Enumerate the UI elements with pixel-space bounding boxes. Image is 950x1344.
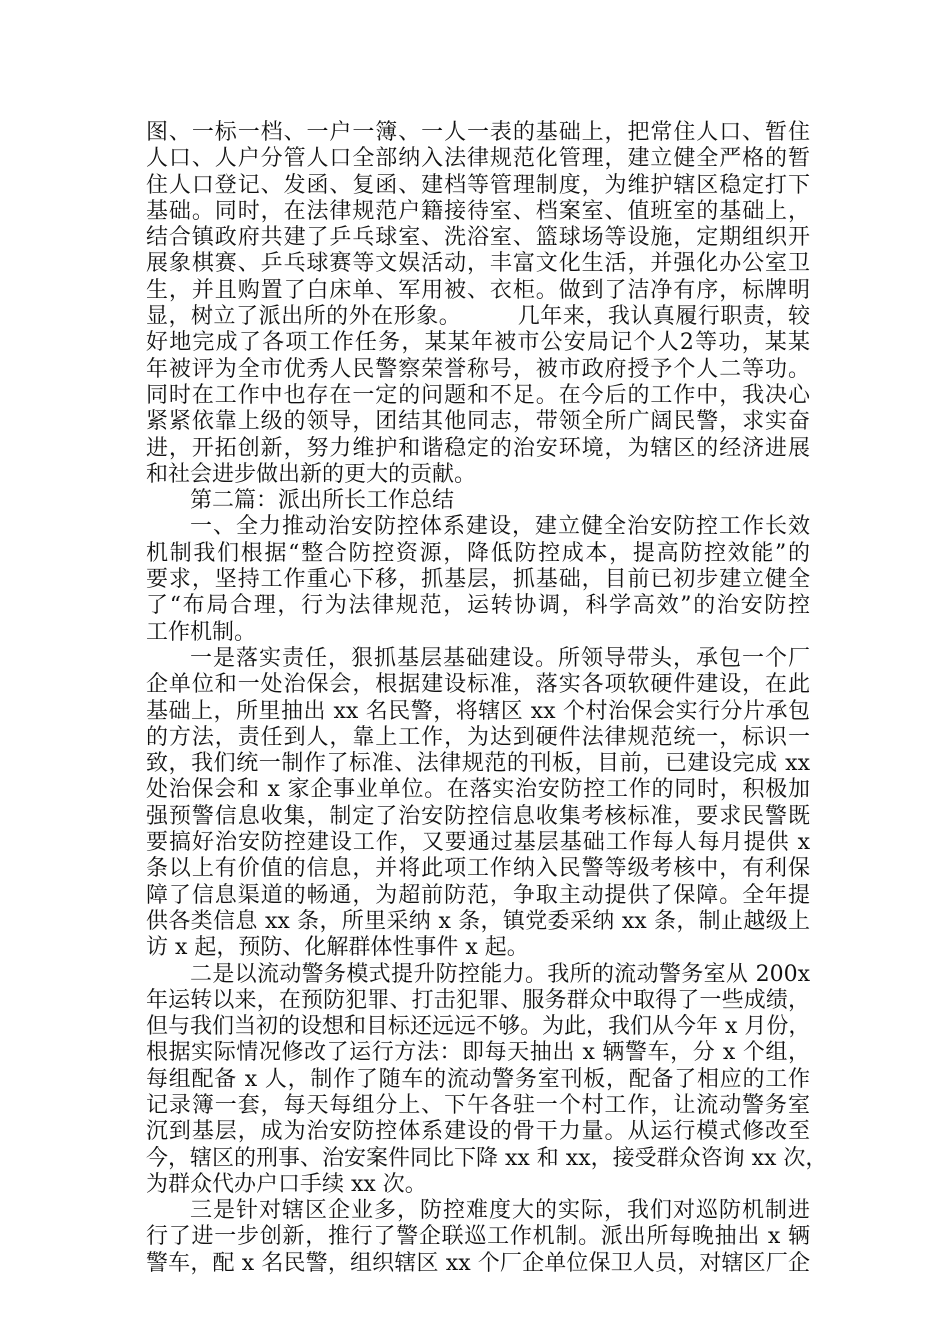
text-line: 进，开拓创新，努力维护和谐稳定的治安环境，为辖区的经济进展	[146, 435, 810, 461]
text-line: 图、一标一档、一户一簿、一人一表的基础上，把常住人口、暂住	[146, 120, 810, 145]
text-line: 供各类信息 xx 条，所里采纳 x 条，镇党委采纳 xx 条，制止越级上	[146, 908, 810, 934]
text-line: 好地完成了各项工作任务，某某年被市公安局记个人2等功，某某	[146, 330, 810, 356]
text-line: 今，辖区的刑事、治安案件同比下降 xx 和 xx，接受群众咨询 xx 次，	[146, 1145, 828, 1171]
text-line: 年运转以来，在预防犯罪、打击犯罪、服务群众中取得了一些成绩，	[146, 987, 810, 1013]
text-line: 展象棋赛、乒乓球赛等文娱活动，丰富文化生活，并强化办公室卫	[146, 251, 810, 277]
text-line: 年被评为全市优秀人民警察荣誉称号，被市政府授予个人二等功。	[146, 356, 810, 382]
text-line: 和社会进步做出新的更大的贡献。	[146, 461, 477, 487]
text-line: 机制我们根据“整合防控资源，降低防控成本，提高防控效能”的	[146, 540, 810, 566]
text-line: 了“布局合理，行为法律规范，运转协调，科学高效”的治安防控	[146, 593, 810, 619]
text-line: 沉到基层，成为治安防控体系建设的骨干力量。从运行模式修改至	[146, 1119, 810, 1145]
text-line: 一、全力推动治安防控体系建设，建立健全治安防控工作长效	[190, 514, 810, 540]
text-line: 显，树立了派出所的外在形象。 几年来，我认真履行职责，较	[146, 304, 810, 330]
text-line: 要求，坚持工作重心下移，抓基层，抓基础，目前已初步建立健全	[146, 567, 810, 593]
text-line: 要搞好治安防控建设工作，又要通过基层基础工作每人每月提供 x	[146, 830, 810, 856]
text-line: 记录簿一套，每天每组分上、下午各驻一个村工作，让流动警务室	[146, 1092, 810, 1118]
text-line: 同时在工作中也存在一定的问题和不足。在今后的工作中，我决心	[146, 382, 810, 408]
text-line: 障了信息渠道的畅通，为超前防范，争取主动提供了保障。全年提	[146, 882, 810, 908]
document-body	[146, 120, 828, 1277]
text-line: 但与我们当初的设想和目标还远远不够。为此，我们从今年 x 月份，	[146, 1014, 811, 1040]
text-line: 警车，配 x 名民警，组织辖区 xx 个厂企单位保卫人员，对辖区厂企	[146, 1250, 810, 1276]
text-line: 三是针对辖区企业多，防控难度大的实际，我们对巡防机制进	[190, 1198, 810, 1224]
section-heading: 第二篇：派出所长工作总结	[190, 488, 455, 514]
text-line: 人口、人户分管人口全部纳入法律规范化管理，建立健全严格的暂	[146, 146, 810, 172]
text-line: 工作机制。	[146, 619, 257, 645]
text-line: 基础上，所里抽出 xx 名民警，将辖区 xx 个村治保会实行分片承包	[146, 698, 810, 724]
text-line: 一是落实责任，狠抓基层基础建设。所领导带头，承包一个厂	[190, 645, 810, 671]
text-line: 行了进一步创新，推行了警企联巡工作机制。派出所每晚抽出 x 辆	[146, 1224, 810, 1250]
text-line: 住人口登记、发函、复函、建档等管理制度，为维护辖区稳定打下	[146, 172, 810, 198]
text-line: 访 x 起，预防、化解群体性事件 x 起。	[146, 935, 529, 961]
text-line: 的方法，责任到人，靠上工作，为达到硬件法律规范统一，标识一	[146, 724, 810, 750]
text-line: 基础。同时，在法律规范户籍接待室、档案室、值班室的基础上，	[146, 198, 810, 224]
text-line: 结合镇政府共建了乒乓球室、洗浴室、篮球场等设施，定期组织开	[146, 225, 810, 251]
text-line: 生，并且购置了白床单、军用被、衣柜。做到了洁净有序，标牌明	[146, 277, 810, 303]
text-line: 强预警信息收集，制定了治安防控信息收集考核标准，要求民警既	[146, 803, 810, 829]
text-line: 致，我们统一制作了标准、法律规范的刊板，目前，已建设完成 xx	[146, 751, 810, 777]
text-line: 根据实际情况修改了运行方法：即每天抽出 x 辆警车，分 x 个组，	[146, 1040, 810, 1066]
text-line: 二是以流动警务模式提升防控能力。我所的流动警务室从 200x	[190, 961, 810, 987]
text-line: 为群众代办户口手续 xx 次。	[146, 1171, 427, 1197]
text-line: 企单位和一处治保会，根据建设标准，落实各项软硬件建设，在此	[146, 672, 810, 698]
text-line: 处治保会和 x 家企事业单位。在落实治安防控工作的同时，积极加	[146, 777, 810, 803]
text-line: 条以上有价值的信息，并将此项工作纳入民警等级考核中，有利保	[146, 856, 810, 882]
text-line: 紧紧依靠上级的领导，团结其他同志，带领全所广阔民警，求实奋	[146, 409, 810, 435]
text-line: 每组配备 x 人，制作了随车的流动警务室刊板，配备了相应的工作	[146, 1066, 810, 1092]
